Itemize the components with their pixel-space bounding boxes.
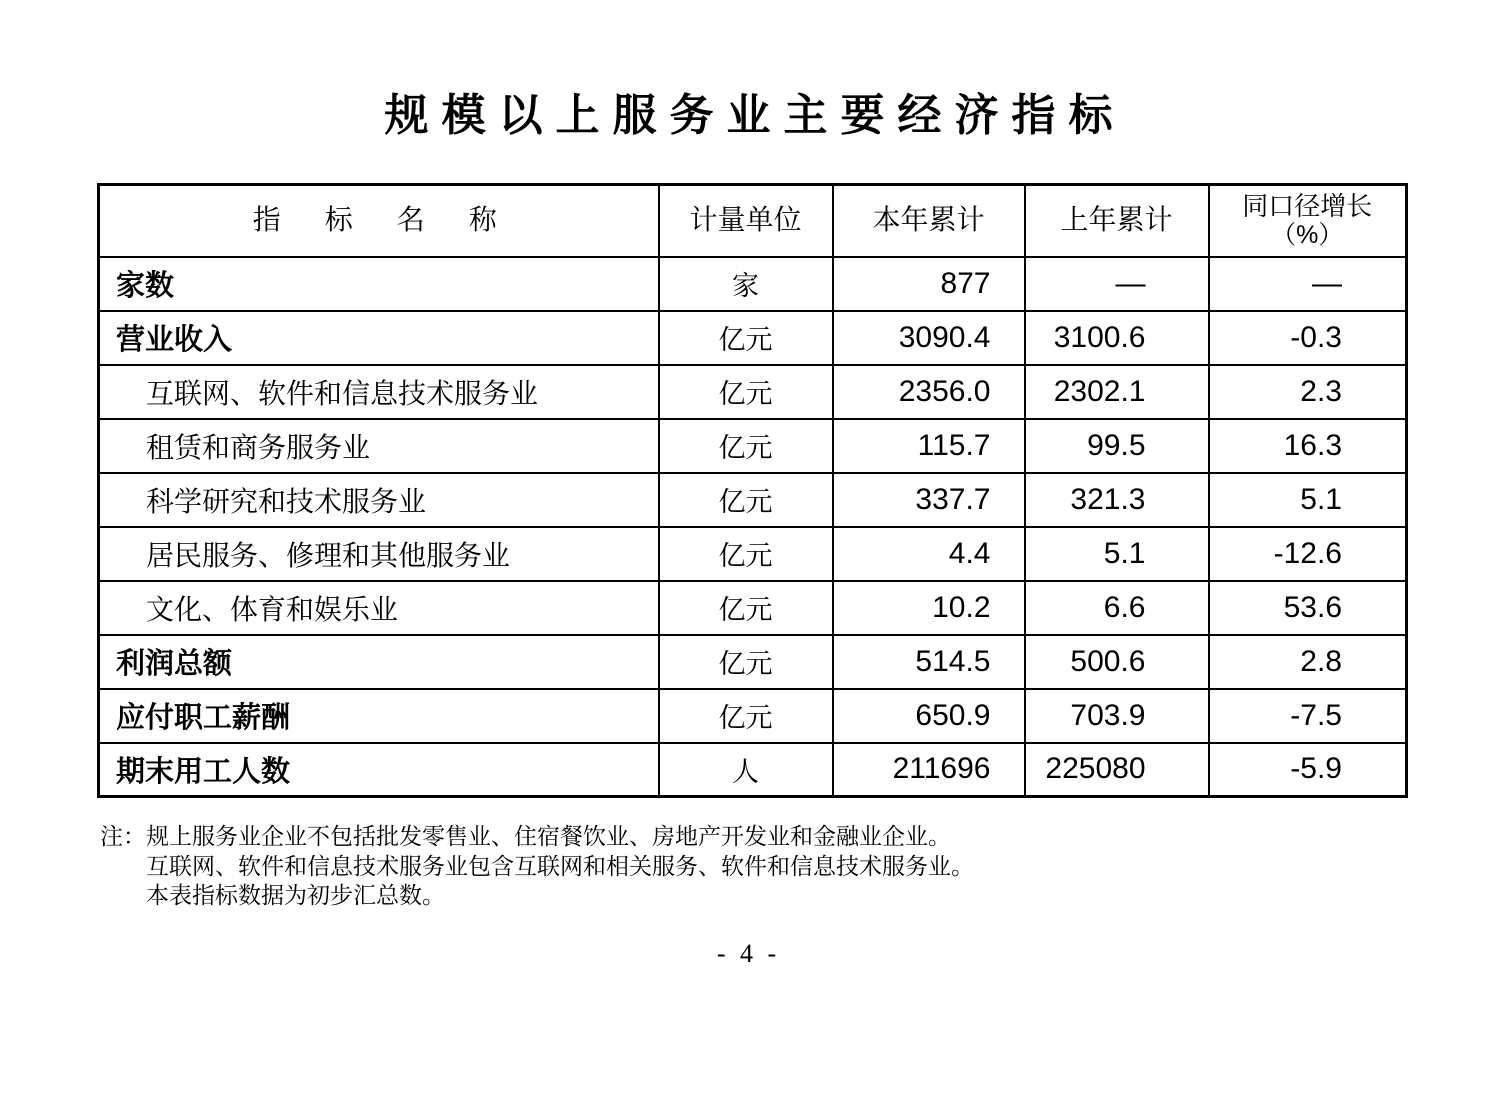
indicators-table [97,183,1408,798]
header-growth [1209,185,1407,257]
unit-cell: 人 [659,743,833,797]
current-year-cell: 115.7 [833,419,1025,473]
previous-year-cell: 3100.6 [1025,311,1209,365]
growth-cell: 2.8 [1209,635,1407,689]
current-year-cell: 3090.4 [833,311,1025,365]
header-unit: 计量单位 [659,185,833,257]
header-growth-line2: （%） [1271,221,1344,250]
growth-cell: -5.9 [1209,743,1407,797]
previous-year-cell: — [1025,257,1209,311]
footnotes [100,822,1200,911]
current-year-cell: 4.4 [833,527,1025,581]
indicator-cell: 营业收入 [99,311,659,365]
indicator-cell: 文化、体育和娱乐业 [99,581,659,635]
growth-cell: 5.1 [1209,473,1407,527]
table-row [99,311,1407,365]
table-row [99,689,1407,743]
current-year-cell: 877 [833,257,1025,311]
table-body [99,257,1407,797]
unit-cell: 亿元 [659,419,833,473]
unit-cell: 亿元 [659,635,833,689]
table-row [99,257,1407,311]
indicator-cell: 租赁和商务服务业 [99,419,659,473]
table-row [99,635,1407,689]
unit-cell: 亿元 [659,473,833,527]
unit-cell: 亿元 [659,689,833,743]
growth-cell: 53.6 [1209,581,1407,635]
current-year-cell: 650.9 [833,689,1025,743]
indicator-cell: 期末用工人数 [99,743,659,797]
table-row [99,365,1407,419]
page-number: - 4 - [716,938,781,968]
indicator-cell: 互联网、软件和信息技术服务业 [99,365,659,419]
table-row [99,581,1407,635]
previous-year-cell: 703.9 [1025,689,1209,743]
current-year-cell: 514.5 [833,635,1025,689]
current-year-cell: 2356.0 [833,365,1025,419]
growth-cell: 2.3 [1209,365,1407,419]
table-row [99,743,1407,797]
table-row [99,473,1407,527]
note-text: 规上服务业企业不包括批发零售业、住宿餐饮业、房地产开发业和金融业企业。 [146,823,951,849]
header-previous-year: 上年累计 [1025,185,1209,257]
growth-cell: -0.3 [1209,311,1407,365]
header-growth-line1: 同口径增长 [1242,190,1373,221]
header-current-year: 本年累计 [833,185,1025,257]
page-title: 规模以上服务业主要经济指标 [384,91,1126,140]
header-row [99,185,1407,257]
current-year-cell: 10.2 [833,581,1025,635]
note-label: 注： [100,823,146,849]
previous-year-cell: 321.3 [1025,473,1209,527]
previous-year-cell: 99.5 [1025,419,1209,473]
current-year-cell: 337.7 [833,473,1025,527]
unit-cell: 亿元 [659,527,833,581]
growth-cell: -12.6 [1209,527,1407,581]
unit-cell: 亿元 [659,311,833,365]
indicator-cell: 科学研究和技术服务业 [99,473,659,527]
table-row [99,419,1407,473]
current-year-cell: 211696 [833,743,1025,797]
unit-cell: 亿元 [659,581,833,635]
indicator-cell: 应付职工薪酬 [99,689,659,743]
previous-year-cell: 6.6 [1025,581,1209,635]
previous-year-cell: 2302.1 [1025,365,1209,419]
indicator-cell: 利润总额 [99,635,659,689]
indicator-cell: 家数 [99,257,659,311]
previous-year-cell: 225080 [1025,743,1209,797]
header-indicator-name: 指 标 名 称 [99,185,659,257]
previous-year-cell: 5.1 [1025,527,1209,581]
document-page [0,88,1497,1112]
table-row [99,527,1407,581]
note-line [100,822,1200,852]
indicator-cell: 居民服务、修理和其他服务业 [99,527,659,581]
unit-cell: 家 [659,257,833,311]
growth-cell: -7.5 [1209,689,1407,743]
table-header [99,185,1407,257]
growth-cell: 16.3 [1209,419,1407,473]
note-line: 本表指标数据为初步汇总数。 [146,882,445,908]
unit-cell: 亿元 [659,365,833,419]
growth-cell: — [1209,257,1407,311]
note-line: 互联网、软件和信息技术服务业包含互联网和相关服务、软件和信息技术服务业。 [146,852,974,879]
previous-year-cell: 500.6 [1025,635,1209,689]
